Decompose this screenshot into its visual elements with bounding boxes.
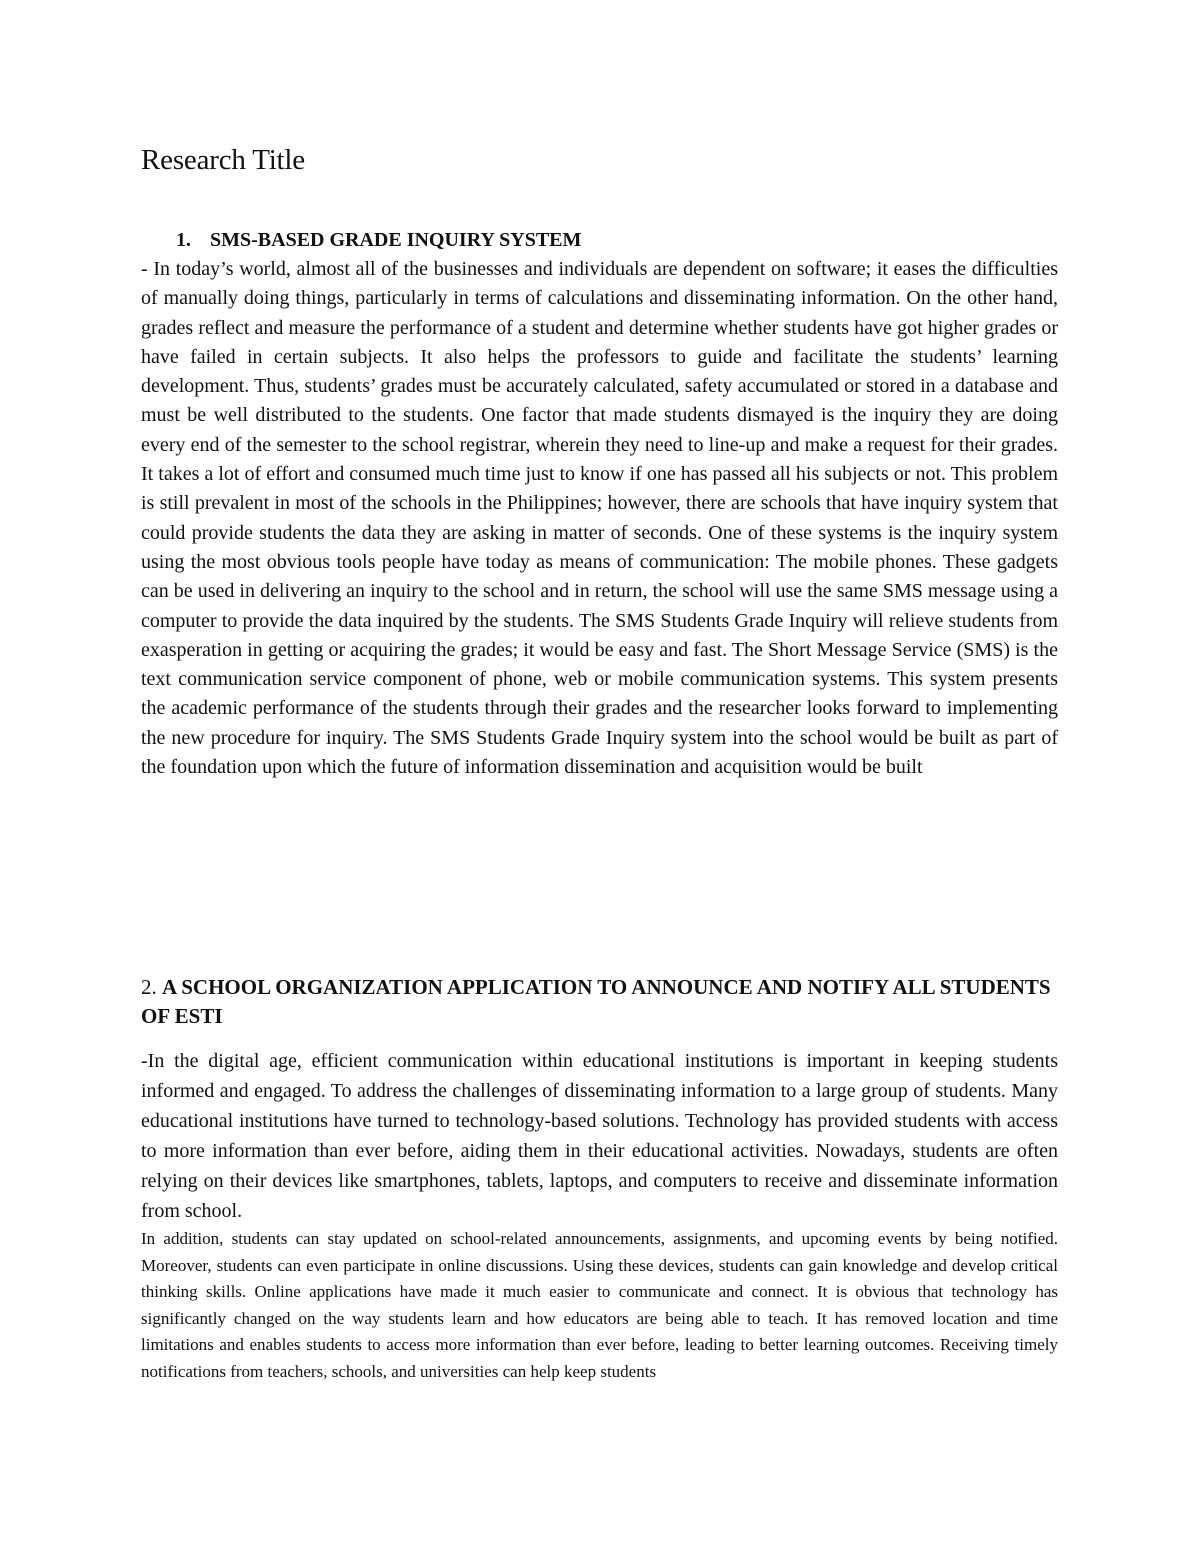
section-1-number: 1. bbox=[176, 229, 191, 251]
section-2-number: 2. bbox=[141, 975, 157, 999]
section-2-heading-text: A SCHOOL ORGANIZATION APPLICATION TO ANNOUNCE AND NOTIFY ALL STUDENTS OF ESTI bbox=[141, 975, 1051, 1028]
section-2-body-part-2: In addition, students can stay updated on school-related announcements, assignments, and upcoming events by being notified. Moreover, students can even participate in online discussions. Using these devices, students can gain knowledge and develop critical thinking skills. Online applications have made it much easier to communicate and connect. It is obvious that technology has significantly changed on the way students learn and how educators are being able to teach. It has removed location and time limitations and enables students to access more information than ever before, leading to better learning outcomes. Receiving timely notifications from teachers, schools, and universities can help keep students bbox=[141, 1229, 1058, 1381]
document-title: Research Title bbox=[141, 144, 305, 176]
section-1-heading-text: SMS-BASED GRADE INQUIRY SYSTEM bbox=[210, 229, 582, 251]
section-1-heading bbox=[176, 226, 581, 255]
section-1-body: - In today’s world, almost all of the businesses and individuals are dependent on software; it eases the difficulties of manually doing things, particularly in terms of calculations and disseminating information. On the other hand, grades reflect and measure the performance of a student and determine whether students have got higher grades or have failed in certain subjects. It also helps the professors to guide and facilitate the students’ learning development. Thus, students’ grades must be accurately calculated, safety accumulated or stored in a database and must be well distributed to the students. One factor that made students dismayed is the inquiry they are doing every end of the semester to the school registrar, wherein they need to line-up and make a request for their grades. It takes a lot of effort and consumed much time just to know if one has passed all his subjects or not. This problem is still prevalent in most of the schools in the Philippines; however, there are schools that have inquiry system that could provide students the data they are asking in matter of seconds. One of these systems is the inquiry system using the most obvious tools people have today as means of communication: The mobile phones. These gadgets can be used in delivering an inquiry to the school and in return, the school will use the same SMS message using a computer to provide the data inquired by the students. The SMS Students Grade Inquiry will relieve students from exasperation in getting or acquiring the grades; it would be easy and fast. The Short Message Service (SMS) is the text communication service component of phone, web or mobile communication systems. This system presents the academic performance of the students through their grades and the researcher looks forward to implementing the new procedure for inquiry. The SMS Students Grade Inquiry system into the school would be built as part of the foundation upon which the future of information dissemination and acquisition would be built bbox=[141, 258, 1058, 779]
section-2-heading bbox=[141, 973, 1058, 1031]
section-2-body-part-1: -In the digital age, efficient communication within educational institutions is important in keeping students informed and engaged. To address the challenges of disseminating information to a large group of students. Many educational institutions have turned to technology-based solutions. Technology has provided students with access to more information than ever before, aiding them in their educational activities. Nowadays, students are often relying on their devices like smartphones, tablets, laptops, and computers to receive and disseminate information from school. bbox=[141, 1050, 1058, 1222]
